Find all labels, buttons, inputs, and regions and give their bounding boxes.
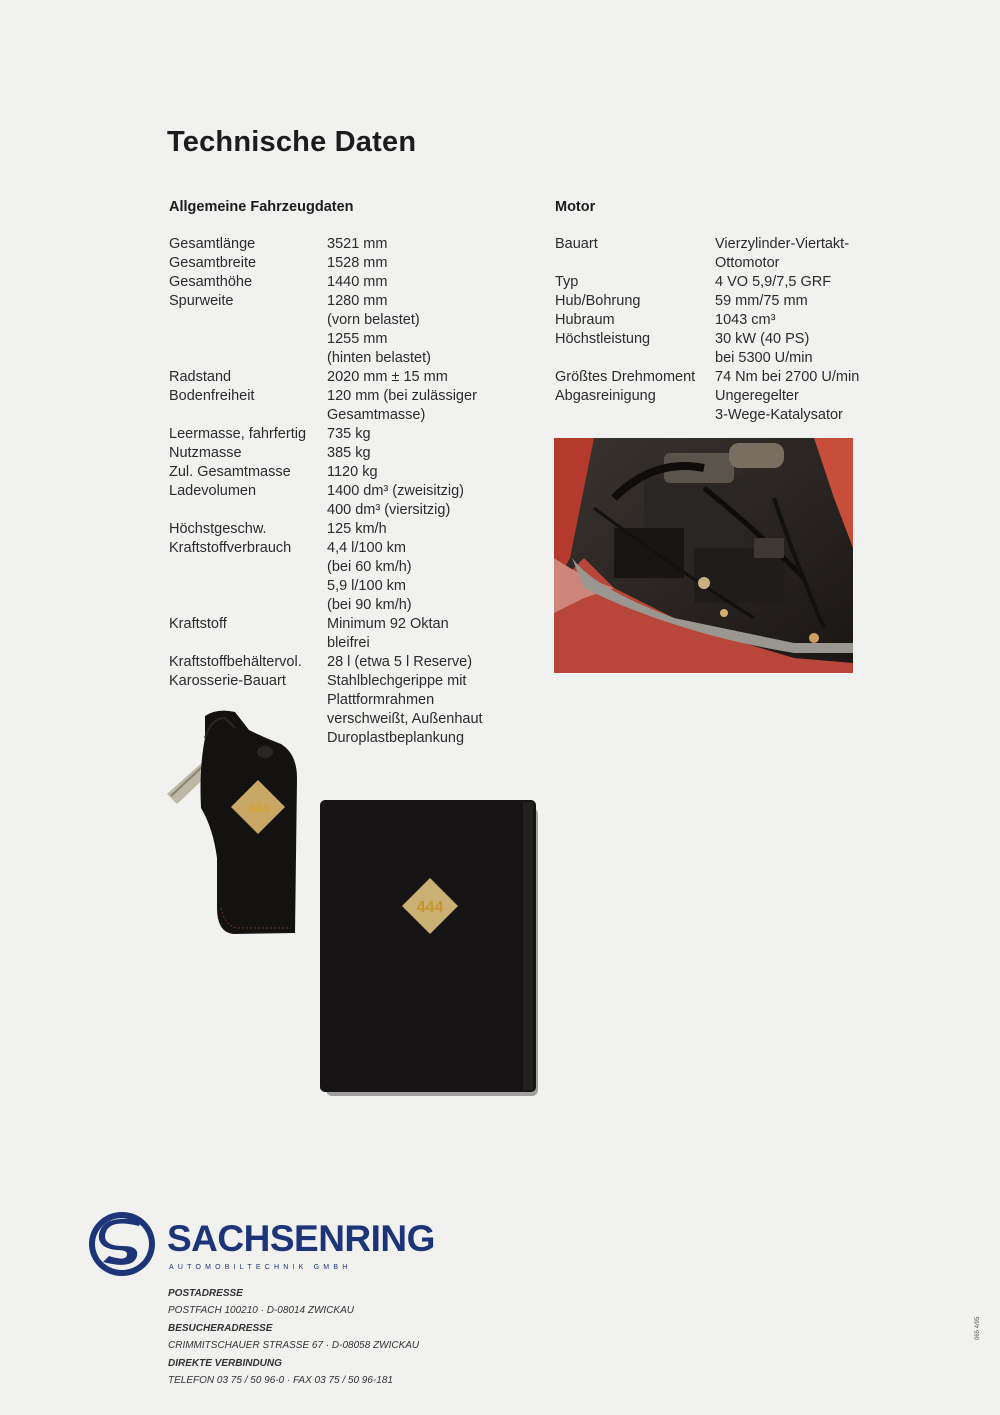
general-specs-table [169, 235, 483, 748]
spec-label: Typ [555, 274, 579, 290]
direct-contact-heading: DIREKTE VERBINDUNG [168, 1357, 282, 1369]
spec-value: 28 l (etwa 5 l Reserve) [327, 654, 473, 670]
general-spec-row [169, 482, 483, 520]
spec-value: 1400 dm³ (zweisitzig) 400 dm³ (viersitzig) [327, 483, 464, 518]
general-spec-row [169, 653, 483, 672]
spec-label: Höchstgeschw. [169, 521, 267, 537]
postal-address-heading: POSTADRESSE [168, 1288, 243, 1299]
spec-value: Vierzylinder-Viertakt- Ottomotor [715, 236, 850, 271]
spec-value: 385 kg [327, 445, 371, 461]
page-title: Technische Daten [167, 126, 417, 158]
spec-label: Kraftstoffbehältervol. [169, 654, 302, 670]
spec-label: Ladevolumen [169, 483, 257, 499]
general-spec-row [169, 463, 483, 482]
general-spec-row [169, 273, 483, 292]
general-spec-row [169, 292, 483, 368]
spec-value: 1280 mm (vorn belastet) 1255 mm (hinten belastet) [327, 293, 431, 366]
visitor-address-heading: BESUCHERADRESSE [168, 1322, 273, 1334]
spec-value: 1120 kg [327, 464, 378, 480]
general-heading: Allgemeine Fahrzeugdaten [169, 199, 354, 215]
spec-label: Karosserie-Bauart [169, 673, 286, 689]
postal-address: POSTFACH 100210 · D-08014 ZWICKAU [168, 1305, 354, 1317]
key-badge-label: 444 [246, 800, 270, 816]
spec-label: Gesamthöhe [169, 274, 253, 290]
direct-contact: TELEFON 03 75 / 50 96-0 · FAX 03 75 / 50 96-181 [168, 1375, 393, 1387]
motor-heading: Motor [555, 199, 596, 215]
spec-label: Hubraum [555, 312, 615, 328]
spec-value: Ungeregelter 3-Wege-Katalysator [715, 388, 843, 423]
spec-value: Stahlblechgerippe mit Plattformrahmen verschweißt, Außenhaut Duroplastbeplankung [327, 673, 483, 746]
spec-value: 74 Nm bei 2700 U/min [715, 369, 860, 385]
spec-label: Größtes Drehmoment [555, 369, 696, 385]
motor-spec-row [555, 235, 859, 273]
spec-value: 4,4 l/100 km (bei 60 km/h) 5,9 l/100 km (bei 90 km/h) [327, 540, 412, 613]
spec-value: 4 VO 5,9/7,5 GRF [715, 274, 832, 290]
spec-value: 2020 mm ± 15 mm [327, 369, 448, 385]
spec-value: 735 kg [327, 426, 371, 442]
motor-spec-row [555, 311, 859, 330]
spec-label: Kraftstoff [169, 616, 227, 632]
spec-label: Nutzmasse [169, 445, 242, 461]
spec-label: Bauart [555, 236, 598, 252]
general-spec-row [169, 425, 483, 444]
brand-name: SACHSENRING [167, 1218, 435, 1259]
motor-spec-row [555, 330, 859, 368]
general-spec-row [169, 615, 483, 653]
spec-label: Zul. Gesamtmasse [169, 464, 291, 480]
spec-value: 125 km/h [327, 521, 387, 537]
spec-value: 3521 mm [327, 236, 388, 252]
engine-photo [554, 438, 853, 673]
spec-value: 1440 mm [327, 274, 388, 290]
motor-specs-table [555, 235, 859, 425]
spec-label: Hub/Bohrung [555, 293, 641, 309]
spec-label: Höchstleistung [555, 331, 651, 347]
spec-label: Bodenfreiheit [169, 388, 255, 404]
visitor-address: CRIMMITSCHAUER STRASSE 67 · D-08058 ZWICKAU [168, 1340, 420, 1352]
motor-spec-row [555, 292, 859, 311]
print-code: 065 4/95 [975, 1316, 981, 1340]
spec-value: 120 mm (bei zulässiger Gesamtmasse) [327, 388, 477, 423]
spec-value: 1043 cm³ [715, 312, 776, 328]
general-spec-row [169, 520, 483, 539]
general-spec-row [169, 444, 483, 463]
spec-value: 59 mm/75 mm [715, 293, 808, 309]
general-spec-row [169, 387, 483, 425]
brand-subline: AUTOMOBILTECHNIK GMBH [169, 1264, 352, 1271]
spec-label: Gesamtbreite [169, 255, 257, 271]
key-case-image [165, 708, 305, 940]
wallet-image [318, 798, 542, 1098]
s-ring-icon [87, 1210, 159, 1280]
spec-label: Gesamtlänge [169, 236, 256, 252]
general-spec-row [169, 368, 483, 387]
spec-value: 1528 mm [327, 255, 388, 271]
general-spec-row [169, 539, 483, 615]
spec-label: Abgasreinigung [555, 388, 656, 404]
motor-spec-row [555, 368, 859, 387]
motor-spec-row [555, 273, 859, 292]
spec-label: Spurweite [169, 293, 234, 309]
motor-spec-row [555, 387, 859, 425]
spec-value: 30 kW (40 PS) bei 5300 U/min [715, 331, 813, 366]
address-block [168, 1285, 419, 1389]
sachsenring-logo [87, 1210, 435, 1280]
general-spec-row [169, 254, 483, 273]
spec-label: Leermasse, fahrfertig [169, 426, 307, 442]
spec-value: Minimum 92 Oktan bleifrei [327, 616, 449, 651]
wallet-badge-label: 444 [416, 899, 444, 916]
spec-label: Radstand [169, 369, 232, 385]
spec-label: Kraftstoffverbrauch [169, 540, 292, 556]
general-spec-row [169, 235, 483, 254]
